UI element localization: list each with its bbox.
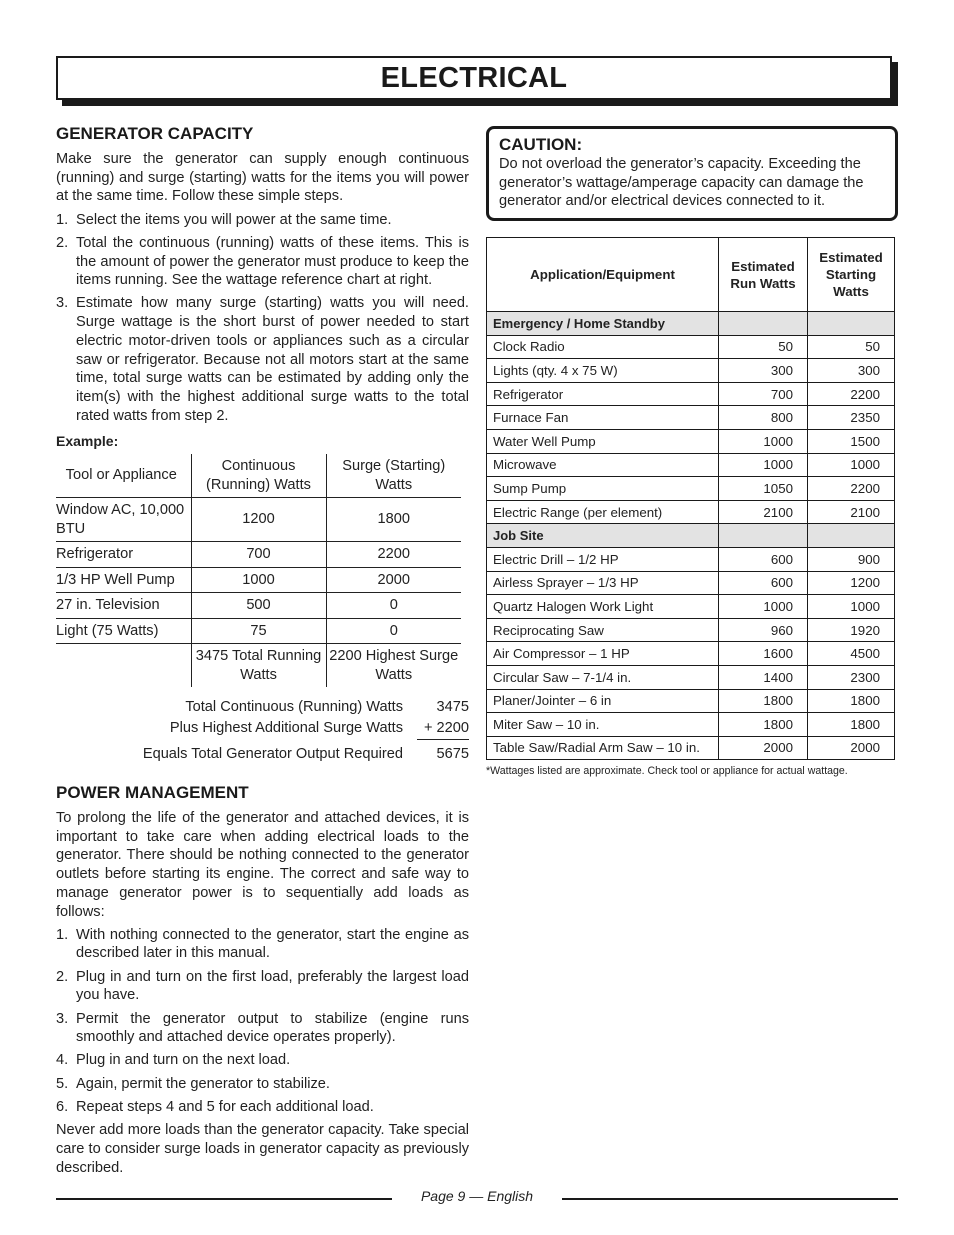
wattage-cell-start: 2000: [808, 736, 895, 760]
wattage-cell-start: 2200: [808, 477, 895, 501]
wattage-cell-run: 300: [719, 359, 808, 383]
caution-box: [486, 126, 898, 221]
power-management-intro: To prolong the life of the generator and attached devices, it is important to take care when adding electrical loads to the generator. There should be nothing connected to the generator outlets before starting its engine. The correct and safe way to manage generator power is to sequentially add loads as follows:: [56, 810, 469, 920]
wattage-cell-run: 2000: [719, 736, 808, 760]
wattage-header-start: Estimated Starting Watts: [808, 238, 895, 312]
step-item: [56, 211, 469, 230]
example-cell-running: 700: [191, 542, 326, 568]
wattage-category-row: [487, 312, 895, 336]
generator-capacity-steps: [56, 211, 469, 426]
totals-value: 3475: [436, 699, 469, 716]
example-total-running: 3475 Total Running Watts: [191, 644, 326, 688]
page-number: Page 9 — English: [420, 1188, 534, 1204]
wattage-table-row: [487, 477, 895, 501]
wattage-cell-start: 1200: [808, 571, 895, 595]
step-text: Plug in and turn on the next load.: [76, 1052, 291, 1069]
wattage-cell-blank: [808, 312, 895, 336]
totals-row: [56, 718, 469, 740]
example-header-surge: Surge (Starting) Watts: [326, 454, 461, 498]
generator-capacity-section: [56, 124, 469, 765]
wattage-cell-equipment: Table Saw/Radial Arm Saw – 10 in.: [487, 736, 719, 760]
step-number: 5.: [56, 1075, 69, 1092]
wattage-cell-equipment: Quartz Halogen Work Light: [487, 595, 719, 619]
totals-label: Total Continuous (Running) Watts: [185, 699, 403, 716]
step-number: 2.: [56, 968, 69, 985]
wattage-table-row: [487, 359, 895, 383]
wattage-footnote: *Wattages listed are approximate. Check tool or appliance for actual wattage.: [486, 765, 848, 777]
wattage-category-label: Job Site: [487, 524, 719, 548]
wattage-cell-equipment: Miter Saw – 10 in.: [487, 713, 719, 737]
step-number: 6.: [56, 1098, 69, 1115]
wattage-cell-blank: [719, 312, 808, 336]
footer-rule-right: [562, 1198, 898, 1200]
wattage-cell-equipment: Planer/Jointer – 6 in: [487, 689, 719, 713]
wattage-cell-run: 1800: [719, 689, 808, 713]
step-number: 1.: [56, 211, 69, 228]
wattage-cell-equipment: Water Well Pump: [487, 429, 719, 453]
wattage-cell-run: 2100: [719, 500, 808, 524]
wattage-cell-start: 900: [808, 547, 895, 571]
wattage-cell-equipment: Furnace Fan: [487, 406, 719, 430]
caution-text: Do not overload the generator’s capacity. Exceeding the generator’s wattage/amperage capacity can damage the generator and/or electrical devices connected to it.: [499, 156, 864, 209]
example-table-row: [56, 618, 461, 644]
example-cell-tool: Light (75 Watts): [56, 618, 191, 644]
totals-value: 5675: [436, 746, 469, 763]
footer-rule-left: [56, 1198, 392, 1200]
wattage-table-row: [487, 429, 895, 453]
step-item: [56, 1051, 469, 1070]
wattage-cell-start: 2300: [808, 665, 895, 689]
example-cell-running: 75: [191, 618, 326, 644]
example-cell-running: 1200: [191, 498, 326, 542]
page-footer: [56, 1188, 898, 1208]
caution-heading: CAUTION:: [499, 135, 583, 154]
generator-capacity-intro: Make sure the generator can supply enough continuous (running) and surge (starting) watts for the items you will power at the same time. Follow these simple steps.: [56, 151, 469, 205]
step-text: Plug in and turn on the first load, preferably the largest load you have.: [76, 968, 469, 1004]
wattage-cell-run: 1800: [719, 713, 808, 737]
wattage-cell-start: 1800: [808, 713, 895, 737]
step-item: [56, 1010, 469, 1047]
wattage-cell-start: 300: [808, 359, 895, 383]
wattage-table-row: [487, 571, 895, 595]
totals-value: + 2200: [417, 718, 469, 740]
step-number: 3.: [56, 1010, 69, 1027]
wattage-cell-start: 1000: [808, 595, 895, 619]
power-management-section: [56, 783, 469, 1177]
step-item: [56, 294, 469, 425]
wattage-cell-run: 1050: [719, 477, 808, 501]
step-item: [56, 968, 469, 1005]
wattage-cell-run: 50: [719, 335, 808, 359]
example-cell-tool: Window AC, 10,000 BTU: [56, 498, 191, 542]
wattage-cell-run: 1000: [719, 595, 808, 619]
power-management-heading: POWER MANAGEMENT: [56, 783, 249, 803]
step-text: Select the items you will power at the same time.: [76, 211, 392, 228]
wattage-table-row: [487, 595, 895, 619]
wattage-cell-equipment: Clock Radio: [487, 335, 719, 359]
example-cell-tool: 1/3 HP Well Pump: [56, 567, 191, 593]
wattage-cell-start: 1800: [808, 689, 895, 713]
totals-label: Equals Total Generator Output Required: [142, 746, 403, 763]
wattage-cell-start: 2350: [808, 406, 895, 430]
example-table-row: [56, 593, 461, 619]
power-management-steps: [56, 926, 469, 1117]
step-text: Repeat steps 4 and 5 for each additional load.: [76, 1098, 374, 1115]
example-cell-surge: 0: [326, 618, 461, 644]
wattage-table-body: [487, 312, 895, 760]
wattage-table-row: [487, 689, 895, 713]
wattage-table-row: [487, 453, 895, 477]
wattage-table-header: [487, 238, 895, 312]
wattage-table-row: [487, 547, 895, 571]
totals-label: Plus Highest Additional Surge Watts: [169, 720, 403, 737]
step-text: Again, permit the generator to stabilize.: [76, 1075, 330, 1092]
example-total-surge: 2200 Highest Surge Watts: [329, 648, 459, 683]
example-table-header: [56, 454, 461, 498]
wattage-cell-run: 1000: [719, 453, 808, 477]
wattage-cell-run: 1600: [719, 642, 808, 666]
example-table-row: [56, 498, 461, 542]
example-header-tool: Tool or Appliance: [56, 454, 191, 498]
wattage-table-row: [487, 618, 895, 642]
page-header: [56, 56, 898, 106]
step-number: 3.: [56, 295, 69, 312]
wattage-table-row: [487, 736, 895, 760]
wattage-table-row: [487, 713, 895, 737]
step-item: [56, 926, 469, 963]
wattage-cell-equipment: Electric Drill – 1/2 HP: [487, 547, 719, 571]
example-table-body: [56, 498, 461, 688]
wattage-cell-equipment: Electric Range (per element): [487, 500, 719, 524]
wattage-cell-run: 800: [719, 406, 808, 430]
example-cell-blank: [56, 644, 191, 688]
wattage-cell-blank: [719, 524, 808, 548]
wattage-cell-equipment: Air Compressor – 1 HP: [487, 642, 719, 666]
example-cell-running: 1000: [191, 567, 326, 593]
left-column: [56, 124, 469, 1177]
wattage-cell-start: 2100: [808, 500, 895, 524]
wattage-cell-run: 700: [719, 382, 808, 406]
wattage-cell-equipment: Airless Sprayer – 1/3 HP: [487, 571, 719, 595]
wattage-table-row: [487, 665, 895, 689]
step-text: Total the continuous (running) watts of these items. This is the amount of power the generator must produce to keep the items running. See the wattage reference chart at right.: [76, 234, 469, 289]
step-number: 4.: [56, 1052, 69, 1069]
wattage-cell-equipment: Refrigerator: [487, 382, 719, 406]
example-cell-tool: Refrigerator: [56, 542, 191, 568]
example-cell-surge: 2200: [326, 542, 461, 568]
step-item: [56, 1075, 469, 1094]
wattage-table-row: [487, 500, 895, 524]
title-box: [56, 56, 892, 100]
wattage-cell-equipment: Lights (qty. 4 x 75 W): [487, 359, 719, 383]
example-cell-surge: 2000: [326, 567, 461, 593]
wattage-cell-run: 1400: [719, 665, 808, 689]
step-number: 1.: [56, 926, 69, 943]
wattage-cell-equipment: Sump Pump: [487, 477, 719, 501]
example-table-total-row: [56, 644, 461, 688]
wattage-cell-blank: [808, 524, 895, 548]
page-title: ELECTRICAL: [380, 61, 568, 94]
example-label: Example:: [56, 433, 119, 450]
wattage-cell-start: 1920: [808, 618, 895, 642]
step-text: Permit the generator output to stabilize (engine runs smoothly and attached device operates properly).: [76, 1010, 469, 1046]
example-cell-surge: 0: [326, 593, 461, 619]
example-table: [56, 454, 461, 687]
totals-row: [56, 744, 469, 765]
wattage-cell-start: 1500: [808, 429, 895, 453]
wattage-cell-run: 600: [719, 571, 808, 595]
example-cell-tool: 27 in. Television: [56, 593, 191, 619]
step-number: 2.: [56, 234, 69, 251]
wattage-cell-equipment: Reciprocating Saw: [487, 618, 719, 642]
wattage-cell-run: 1000: [719, 429, 808, 453]
wattage-cell-run: 600: [719, 547, 808, 571]
example-table-row: [56, 542, 461, 568]
wattage-cell-start: 2200: [808, 382, 895, 406]
wattage-category-label: Emergency / Home Standby: [487, 312, 719, 336]
wattage-table-row: [487, 382, 895, 406]
wattage-cell-start: 1000: [808, 453, 895, 477]
wattage-table-row: [487, 406, 895, 430]
wattage-category-row: [487, 524, 895, 548]
power-management-closing: Never add more loads than the generator capacity. Take special care to consider surge loads in generator capacity as previously described.: [56, 1122, 469, 1176]
totals-row: [56, 697, 469, 718]
step-text: Estimate how many surge (starting) watts you will need. Surge wattage is the short burst of power needed to start electric motor-driven tools or appliances such as a circular saw or refrigerator. Because not all motors start at the same time, total surge watts can be estimated by adding only the item(s) with the highest additional surge watts to the total rated watts from step 2.: [76, 295, 469, 424]
step-item: [56, 234, 469, 290]
wattage-cell-run: 960: [719, 618, 808, 642]
step-item: [56, 1098, 469, 1117]
wattage-cell-start: 50: [808, 335, 895, 359]
wattage-cell-equipment: Circular Saw – 7-1/4 in.: [487, 665, 719, 689]
example-cell-running: 500: [191, 593, 326, 619]
wattage-header-run: Estimated Run Watts: [719, 238, 808, 312]
wattage-cell-start: 4500: [808, 642, 895, 666]
wattage-header-application: Application/Equipment: [487, 238, 719, 312]
wattage-table-row: [487, 335, 895, 359]
example-cell-surge: 1800: [326, 498, 461, 542]
example-table-row: [56, 567, 461, 593]
totals-summary: [56, 697, 469, 765]
wattage-reference-table: [486, 237, 895, 760]
example-header-running: Continuous (Running) Watts: [191, 454, 326, 498]
wattage-table-row: [487, 642, 895, 666]
generator-capacity-heading: GENERATOR CAPACITY: [56, 124, 254, 143]
step-text: With nothing connected to the generator, start the engine as described later in this manual.: [76, 926, 469, 962]
wattage-cell-equipment: Microwave: [487, 453, 719, 477]
